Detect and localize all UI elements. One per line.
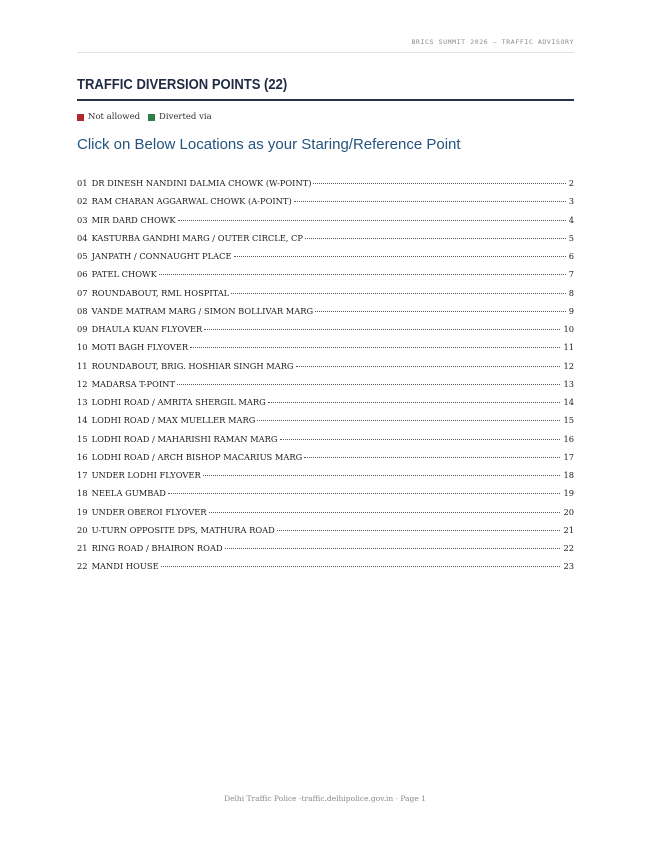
dot-leader — [161, 566, 561, 567]
toc-item[interactable] — [77, 196, 574, 214]
toc-item-label[interactable]: DR DINESH NANDINI DALMIA CHOWK (W-POINT) — [91, 178, 312, 188]
header-text: BRICS SUMMIT 2026 — TRAFFIC ADVISORY — [411, 38, 574, 46]
dot-leader — [305, 238, 566, 239]
toc-item-label[interactable]: UNDER LODHI FLYOVER — [91, 470, 201, 480]
toc-item-number: 16 — [77, 451, 88, 462]
toc-item[interactable] — [77, 233, 574, 251]
toc-item-label[interactable]: LODHI ROAD / MAX MUELLER MARG — [91, 415, 256, 426]
dot-leader — [190, 347, 560, 348]
toc-item-page-number[interactable]: 23 — [563, 561, 574, 572]
legend-item-not-allowed — [77, 112, 140, 122]
toc-item-page-number[interactable]: 9 — [568, 305, 574, 316]
toc-item[interactable] — [77, 507, 574, 525]
toc-item-label[interactable]: ROUNDABOUT, BRIG. HOSHIAR SINGH MARG — [91, 360, 294, 371]
toc-item-page-number[interactable]: 5 — [568, 232, 574, 243]
legend-label: Not allowed — [88, 112, 141, 122]
toc-item-number: 12 — [77, 378, 88, 389]
toc-item-number: 15 — [77, 433, 88, 444]
toc-item-number: 03 — [77, 214, 88, 225]
toc-item-number: 04 — [77, 232, 88, 243]
toc-item-number: 13 — [77, 397, 88, 407]
toc-item[interactable] — [77, 488, 574, 506]
section-title: TRAFFIC DIVERSION POINTS (22) — [77, 77, 288, 93]
toc-item[interactable] — [77, 361, 574, 379]
toc-item-page-number[interactable]: 3 — [568, 196, 574, 207]
toc-item[interactable] — [77, 543, 574, 561]
legend — [77, 112, 220, 122]
toc-item-page-number[interactable]: 22 — [563, 543, 574, 553]
toc-item[interactable] — [77, 306, 574, 324]
toc-item-number: 02 — [77, 196, 88, 207]
toc-item-label[interactable]: VANDE MATRAM MARG / SIMON BOLLIVAR MARG — [91, 305, 314, 316]
page-header — [77, 38, 574, 53]
toc-item-number: 22 — [77, 561, 88, 572]
toc-item[interactable] — [77, 561, 574, 579]
toc-item-label[interactable]: MOTI BAGH FLYOVER — [91, 342, 189, 353]
toc-item-number: 10 — [77, 342, 88, 353]
toc-item-page-number[interactable]: 6 — [568, 251, 574, 261]
dot-leader — [268, 402, 561, 403]
dot-leader — [315, 311, 566, 312]
dot-leader — [178, 220, 566, 221]
toc-item[interactable] — [77, 269, 574, 287]
toc-item-page-number[interactable]: 2 — [568, 178, 574, 188]
toc-item-label[interactable]: U-TURN OPPOSITE DPS, MATHURA ROAD — [91, 524, 275, 535]
toc-item-page-number[interactable]: 17 — [563, 451, 574, 462]
toc-item-number: 01 — [77, 178, 88, 188]
toc-item-label[interactable]: JANPATH / CONNAUGHT PLACE — [91, 251, 232, 261]
toc-item-page-number[interactable]: 15 — [563, 415, 574, 426]
toc-item[interactable] — [77, 434, 574, 452]
dot-leader — [204, 329, 560, 330]
toc-item[interactable] — [77, 342, 574, 360]
toc-item-page-number[interactable]: 10 — [563, 324, 574, 334]
toc-item[interactable] — [77, 215, 574, 233]
toc-item-label[interactable]: ROUNDABOUT, RML HOSPITAL — [91, 287, 230, 298]
dot-leader — [277, 530, 561, 531]
toc-item-label[interactable]: LODHI ROAD / AMRITA SHERGIL MARG — [91, 397, 266, 407]
dot-leader — [225, 548, 561, 549]
dot-leader — [209, 512, 561, 513]
legend-label: Diverted via — [159, 112, 212, 122]
toc-item[interactable] — [77, 288, 574, 306]
toc-item-number: 11 — [77, 360, 88, 371]
dot-leader — [231, 293, 566, 294]
toc-item-page-number[interactable]: 11 — [563, 342, 574, 353]
toc-item-label[interactable]: PATEL CHOWK — [91, 269, 157, 280]
toc-item-label[interactable]: DHAULA KUAN FLYOVER — [91, 324, 203, 334]
toc-item-number: 19 — [77, 506, 88, 517]
toc-item-page-number[interactable]: 18 — [563, 470, 574, 480]
dot-leader — [296, 366, 561, 367]
toc-item-page-number[interactable]: 4 — [568, 214, 574, 225]
red-square-icon — [77, 114, 84, 121]
toc-item-number: 14 — [77, 415, 88, 426]
dot-leader — [177, 384, 560, 385]
toc-item-label[interactable]: LODHI ROAD / MAHARISHI RAMAN MARG — [91, 433, 278, 444]
green-square-icon — [148, 114, 155, 121]
toc-item-number: 07 — [77, 287, 88, 298]
toc-item-label[interactable]: MIR DARD CHOWK — [91, 214, 176, 225]
dot-leader — [313, 183, 565, 184]
toc-item-number: 05 — [77, 251, 88, 261]
toc-item-number: 08 — [77, 305, 88, 316]
toc-item-page-number[interactable]: 13 — [563, 378, 574, 389]
toc-item-label[interactable]: MANDI HOUSE — [91, 561, 159, 572]
toc-item[interactable] — [77, 397, 574, 415]
toc-list — [77, 178, 574, 580]
toc-item-number: 18 — [77, 488, 88, 499]
toc-item-label[interactable]: LODHI ROAD / ARCH BISHOP MACARIUS MARG — [91, 451, 303, 462]
toc-item-label[interactable]: KASTURBA GANDHI MARG / OUTER CIRCLE, CP — [91, 232, 303, 243]
toc-item-page-number[interactable]: 8 — [568, 287, 574, 298]
toc-item-number: 20 — [77, 524, 88, 535]
dot-leader — [257, 420, 560, 421]
dot-leader — [159, 274, 566, 275]
toc-item-label[interactable]: UNDER OBEROI FLYOVER — [91, 506, 207, 517]
toc-item-label[interactable]: MADARSA T-POINT — [91, 378, 175, 389]
toc-item[interactable] — [77, 379, 574, 397]
toc-item-page-number[interactable]: 14 — [563, 397, 574, 407]
toc-item[interactable] — [77, 178, 574, 196]
toc-item[interactable] — [77, 470, 574, 488]
dot-leader — [234, 256, 566, 257]
toc-item-label[interactable]: RING ROAD / BHAIRON ROAD — [91, 543, 223, 553]
toc-item-page-number[interactable]: 20 — [563, 506, 574, 517]
toc-item-label[interactable]: NEELA GUMBAD — [91, 488, 166, 499]
dot-leader — [280, 439, 561, 440]
dot-leader — [203, 475, 561, 476]
toc-item-number: 09 — [77, 324, 88, 334]
dot-leader — [304, 457, 560, 458]
toc-item-page-number[interactable]: 19 — [563, 488, 574, 499]
dot-leader — [294, 201, 566, 202]
toc-item-label[interactable]: RAM CHARAN AGGARWAL CHOWK (A-POINT) — [91, 196, 292, 207]
toc-item[interactable] — [77, 525, 574, 543]
toc-item-page-number[interactable]: 12 — [563, 360, 574, 371]
toc-item[interactable] — [77, 415, 574, 433]
toc-item[interactable] — [77, 251, 574, 269]
page-footer: Delhi Traffic Police -traffic.delhipolice.gov.in · Page 1 — [224, 794, 426, 803]
legend-item-diverted-via — [148, 112, 212, 122]
title-divider — [77, 99, 574, 101]
toc-item-page-number[interactable]: 16 — [563, 433, 574, 444]
toc-item-number: 21 — [77, 543, 88, 553]
toc-item-number: 17 — [77, 470, 88, 480]
toc-item-page-number[interactable]: 21 — [563, 524, 574, 535]
dot-leader — [168, 493, 561, 494]
instruction-text: Click on Below Locations as your Staring/Reference Point — [77, 136, 461, 153]
toc-item[interactable] — [77, 324, 574, 342]
toc-item-page-number[interactable]: 7 — [568, 269, 574, 280]
toc-item-number: 06 — [77, 269, 88, 280]
toc-item[interactable] — [77, 452, 574, 470]
